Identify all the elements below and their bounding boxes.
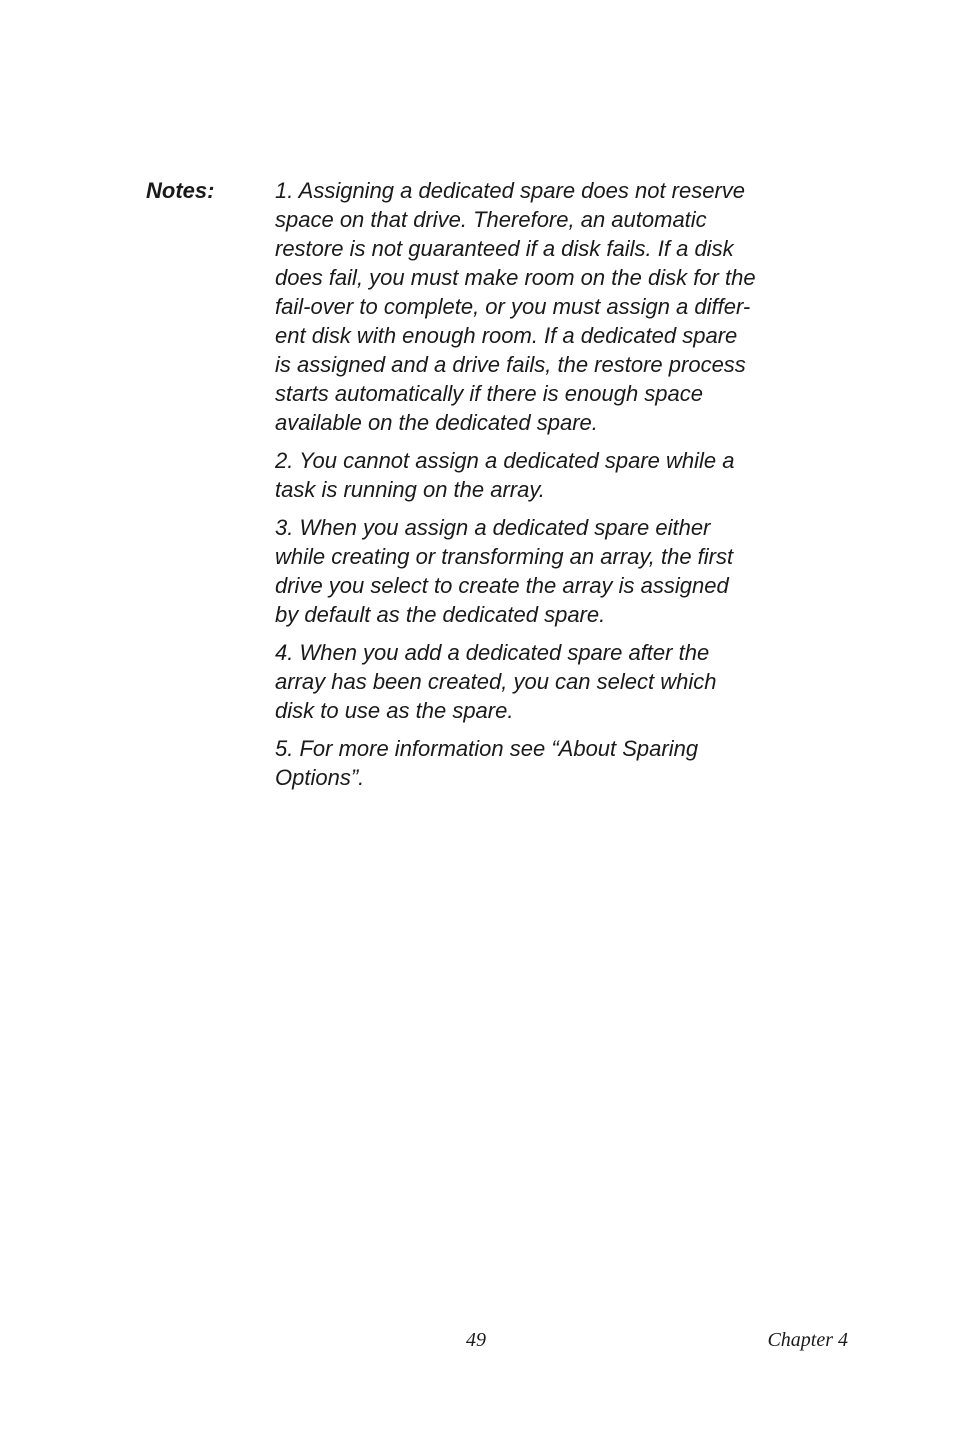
note-line: starts automatically if there is enough space bbox=[275, 381, 704, 406]
note-line: available on the dedicated spare. bbox=[275, 410, 598, 435]
note-item-5 bbox=[275, 734, 810, 792]
note-line: 3. When you assign a dedicated spare either bbox=[275, 515, 711, 540]
note-line: task is running on the array. bbox=[275, 477, 545, 502]
note-line: 1. Assigning a dedicated spare does not reserve bbox=[275, 178, 746, 203]
notes-label: Notes: bbox=[146, 178, 215, 203]
note-item-1 bbox=[275, 176, 810, 437]
note-line: disk to use as the spare. bbox=[275, 698, 514, 723]
note-line: drive you select to create the array is assigned bbox=[275, 573, 729, 598]
note-line: is assigned and a drive fails, the restore process bbox=[275, 352, 746, 377]
chapter-label: Chapter 4 bbox=[767, 1329, 848, 1351]
note-line: by default as the dedicated spare. bbox=[275, 602, 606, 627]
note-line: array has been created, you can select which bbox=[275, 669, 717, 694]
note-line: Options”. bbox=[275, 765, 365, 790]
note-line: fail-over to complete, or you must assign a differ- bbox=[275, 294, 751, 319]
notes-list bbox=[275, 176, 810, 801]
note-line: ent disk with enough room. If a dedicated spare bbox=[275, 323, 738, 348]
note-item-3 bbox=[275, 513, 810, 629]
note-line: 2. You cannot assign a dedicated spare while a bbox=[275, 448, 735, 473]
note-item-4 bbox=[275, 638, 810, 725]
note-line: restore is not guaranteed if a disk fails. If a disk bbox=[275, 236, 734, 261]
note-line: while creating or transforming an array, the first bbox=[275, 544, 734, 569]
note-line: 5. For more information see “About Sparing bbox=[275, 736, 699, 761]
note-line: 4. When you add a dedicated spare after the bbox=[275, 640, 710, 665]
note-line: space on that drive. Therefore, an automatic bbox=[275, 207, 707, 232]
page-number: 49 bbox=[466, 1329, 486, 1351]
note-line: does fail, you must make room on the disk for the bbox=[275, 265, 756, 290]
note-item-2 bbox=[275, 446, 810, 504]
